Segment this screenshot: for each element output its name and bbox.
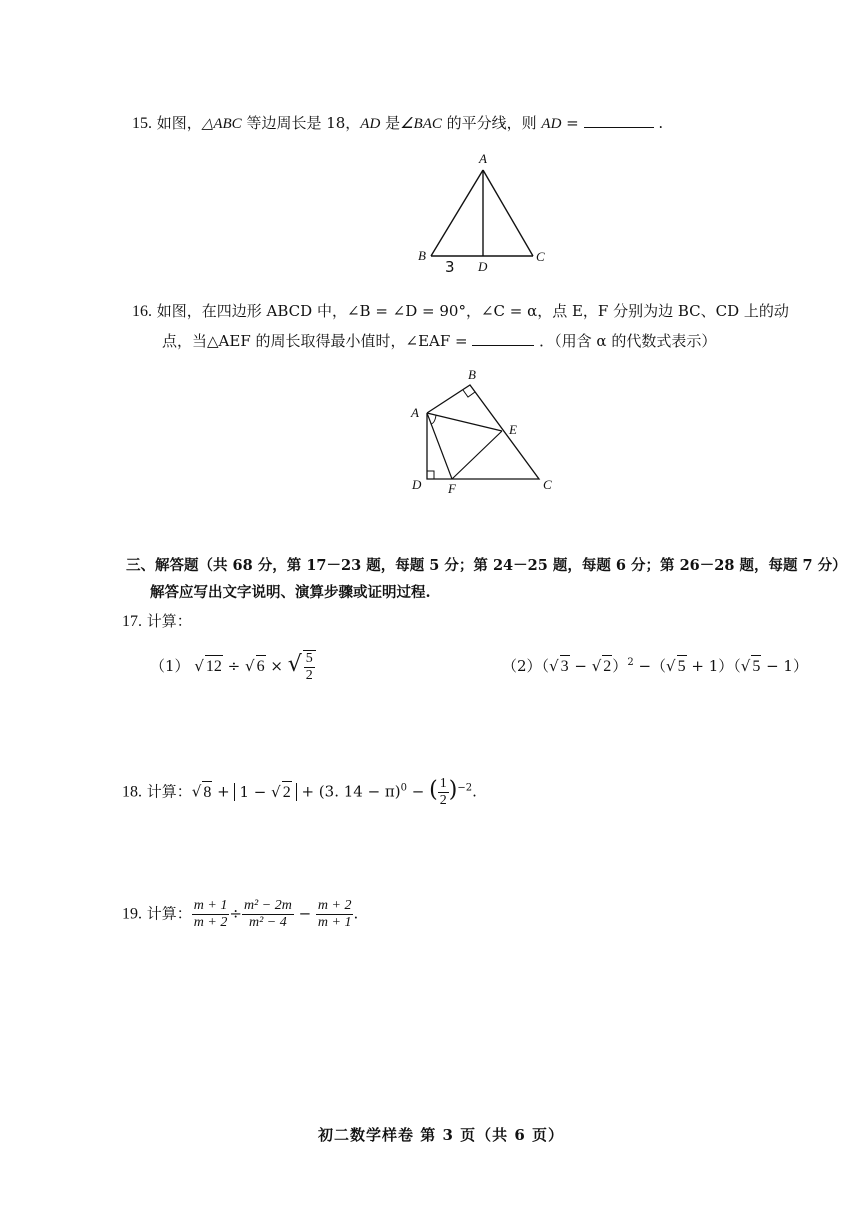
operator: +	[212, 782, 235, 801]
question-17	[122, 610, 192, 633]
radicand: 3	[560, 655, 570, 678]
question-number: 19.	[122, 905, 142, 923]
numerator: m² − 2m	[243, 898, 292, 913]
radical-fraction	[303, 650, 316, 684]
page-footer: 初二数学样卷 第 3 页（共 6 页）	[318, 1126, 564, 1144]
denominator: 2	[305, 668, 313, 683]
absolute-value	[234, 783, 296, 801]
denominator: m + 1	[317, 915, 352, 930]
question-17-part-2	[502, 652, 808, 678]
label-B: B	[468, 367, 476, 382]
operator: −	[407, 782, 430, 801]
numerator: m + 2	[317, 898, 352, 913]
radicand: 12	[205, 655, 223, 678]
radicand: 2	[602, 655, 612, 678]
sqrt-icon: √	[191, 782, 202, 801]
section-3-heading: 三、解答题（共 68 分，第 17－23 题，每题 5 分；第 24－25 题，每题 6 分；第 26－28 题，每题 7 分）	[126, 557, 847, 574]
question-text: 的平分线，则	[441, 114, 542, 132]
numerator: 5	[305, 651, 313, 666]
operator: −	[569, 657, 592, 675]
question-label: 计算：	[146, 782, 192, 801]
segment-name: AD	[541, 116, 562, 132]
question-label: 计算：	[146, 904, 192, 923]
question-text: =	[561, 114, 579, 132]
question-16-line2	[162, 330, 716, 352]
label-C: C	[536, 249, 545, 264]
operator: −（	[633, 657, 667, 675]
radicand: 8	[202, 781, 212, 804]
sqrt-icon: √	[591, 657, 602, 675]
denominator: m + 2	[193, 915, 228, 930]
numerator: m + 1	[193, 898, 228, 913]
question-number: 15.	[132, 115, 152, 132]
label-C: C	[543, 477, 552, 492]
triangle-name: △ABC	[201, 116, 242, 132]
paren: ）	[612, 657, 628, 675]
operator: −	[293, 904, 316, 923]
figure-16-quadrilateral	[405, 365, 565, 497]
sqrt-icon: √	[245, 657, 255, 675]
question-text: 等边周长是 18，	[241, 114, 361, 132]
fraction	[438, 776, 449, 809]
period: .	[353, 904, 359, 923]
question-text: 如图，	[156, 114, 202, 132]
question-number: 17.	[122, 613, 142, 630]
period: .	[472, 782, 477, 801]
operator: ×	[270, 657, 283, 675]
label-F: F	[448, 481, 456, 496]
period: .	[658, 114, 664, 132]
question-18	[122, 776, 477, 809]
expression: + (3. 14 − π)	[296, 782, 401, 801]
question-15	[132, 112, 663, 135]
sqrt-icon: √	[287, 652, 302, 677]
question-text: 是	[380, 114, 401, 132]
fraction-3	[316, 898, 354, 931]
segment-name: AD	[360, 116, 381, 132]
radicand: 5	[751, 655, 761, 678]
part-label: （2）	[502, 657, 542, 675]
fraction-2	[242, 898, 294, 931]
label-A: A	[479, 151, 487, 166]
sqrt-icon: √	[271, 782, 281, 801]
label-A: A	[411, 405, 419, 420]
section-3-instruction: 解答应写出文字说明、演算步骤或证明过程.	[150, 584, 431, 601]
paren-right: )	[448, 777, 458, 803]
sqrt-icon: √	[194, 657, 204, 675]
paren-left: (	[429, 777, 438, 803]
question-16	[132, 300, 789, 323]
abs-content: 1 −	[239, 782, 272, 801]
operator: + 1）（	[686, 657, 741, 675]
label-E: E	[509, 422, 517, 437]
exponent: −2	[457, 782, 473, 794]
radicand: 2	[282, 781, 292, 804]
question-label: 计算：	[146, 612, 192, 630]
fraction-1	[192, 898, 230, 931]
sqrt-icon: √	[740, 657, 751, 675]
question-text: ．（用含 α 的代数式表示）	[539, 332, 717, 350]
label-D: D	[478, 259, 488, 274]
question-text-line1: 如图，在四边形 ABCD 中，∠B = ∠D = 90°，∠C = α，点 E，F 分别为边 BC、CD 上的动	[156, 302, 789, 320]
part-label: （1）	[150, 657, 190, 675]
operator: − 1）	[761, 657, 808, 675]
angle-name: ∠BAC	[400, 116, 442, 132]
paren: （	[541, 657, 550, 675]
figure-15-triangle	[405, 148, 565, 276]
question-19	[122, 898, 358, 931]
denominator: m² − 4	[248, 915, 287, 930]
label-D: D	[412, 477, 422, 492]
question-number: 16.	[132, 303, 152, 320]
sqrt-icon: √	[666, 657, 676, 675]
numerator: 1	[439, 776, 447, 791]
operator: ÷	[227, 657, 241, 675]
radicand: 6	[256, 655, 266, 678]
denominator: 2	[439, 793, 447, 808]
sqrt-icon: √	[549, 657, 559, 675]
question-number: 18.	[122, 783, 142, 801]
radicand: 5	[677, 655, 687, 678]
exponent: 2	[627, 657, 634, 668]
handwritten-mark: 3	[445, 258, 455, 276]
question-text: 点，当△AEF 的周长取得最小值时，∠EAF =	[162, 332, 468, 350]
label-B: B	[418, 248, 426, 263]
answer-blank[interactable]	[472, 331, 534, 346]
answer-blank[interactable]	[584, 113, 654, 128]
operator: ÷	[229, 904, 242, 923]
exponent: 0	[400, 782, 408, 794]
question-17-part-1	[150, 650, 316, 684]
